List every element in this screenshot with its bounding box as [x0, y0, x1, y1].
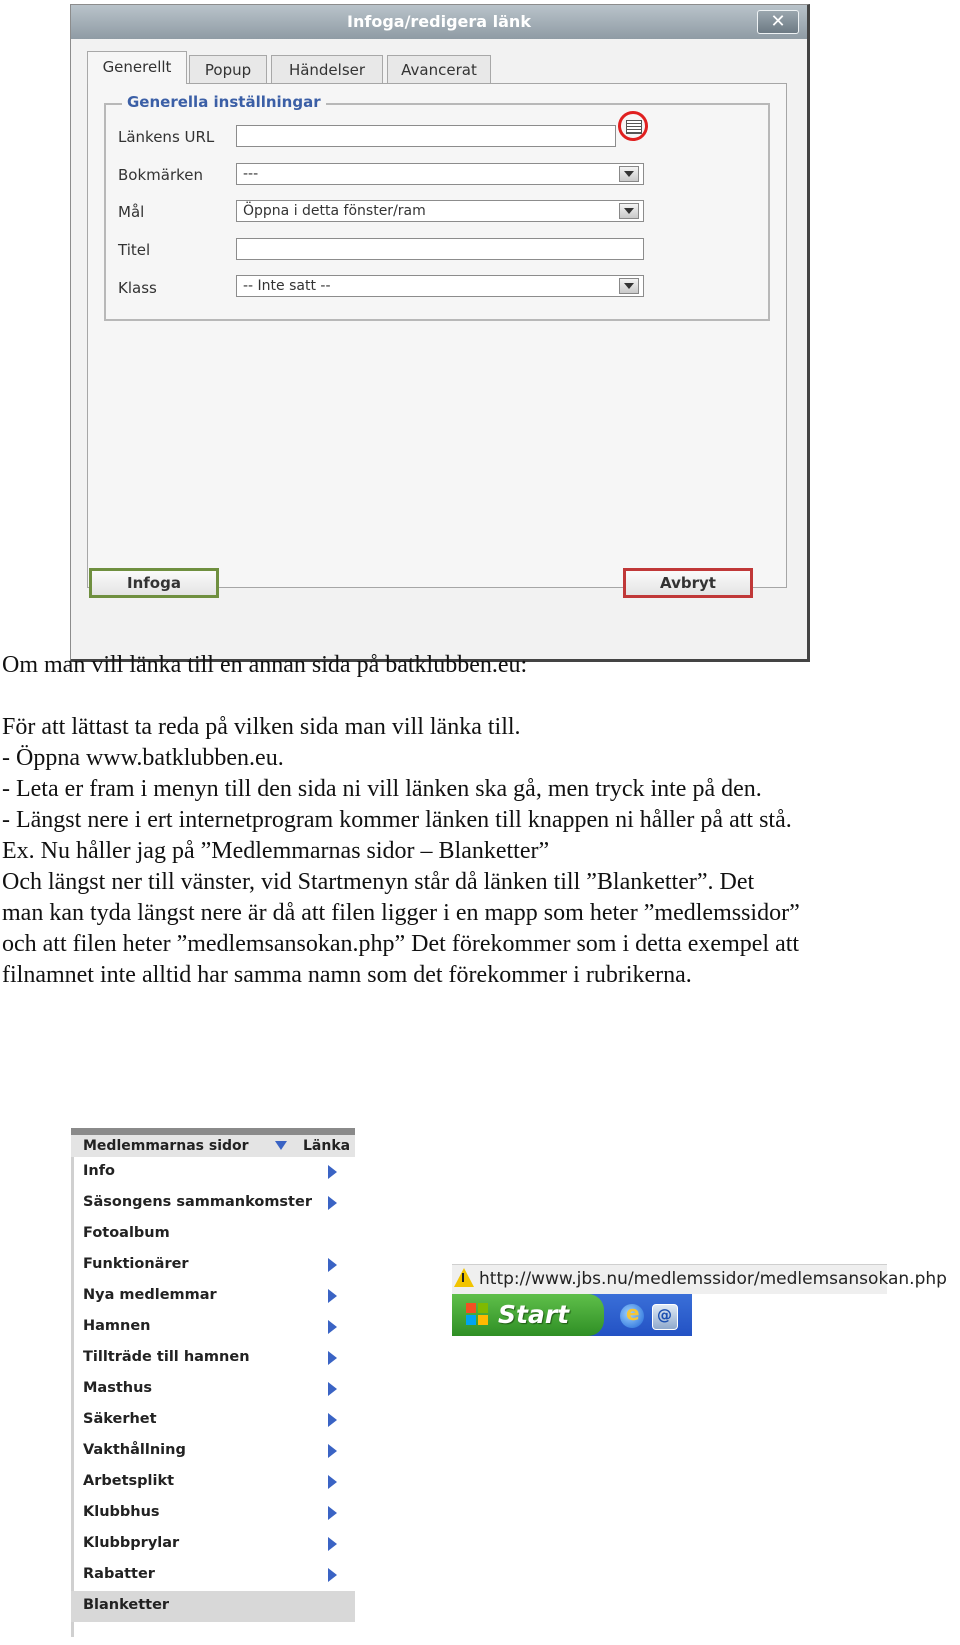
- menu-item[interactable]: [71, 1498, 355, 1529]
- class-value: -- Inte satt --: [243, 278, 331, 294]
- menu-item-label: Säkerhet: [83, 1411, 157, 1427]
- menu-item[interactable]: [71, 1250, 355, 1281]
- submenu-arrow-icon: [328, 1289, 337, 1303]
- menu-item[interactable]: [71, 1188, 355, 1219]
- instruction-line: Ex. Nu håller jag på ”Medlemmarnas sidor – Blanketter”: [2, 838, 550, 864]
- menu-item[interactable]: [71, 1591, 355, 1622]
- instruction-line: För att lättast ta reda på vilken sida man vill länka till.: [2, 714, 521, 740]
- menu-item-label: Tillträde till hamnen: [83, 1349, 250, 1365]
- browse-icon: [626, 120, 642, 134]
- menu-item-label: Arbetsplikt: [83, 1473, 175, 1489]
- instruction-line: - Leta er fram i menyn till den sida ni vill länken ska gå, men tryck inte på den.: [2, 776, 762, 802]
- bookmarks-label: Bokmärken: [118, 166, 204, 184]
- menu-item[interactable]: [71, 1219, 355, 1250]
- class-select[interactable]: [236, 275, 644, 297]
- menu-item[interactable]: [71, 1312, 355, 1343]
- menu-header[interactable]: [71, 1135, 355, 1157]
- menu-item-label: Funktionärer: [83, 1256, 189, 1272]
- menu-item[interactable]: [71, 1157, 355, 1188]
- triangle-down-icon: [275, 1141, 287, 1150]
- url-input[interactable]: [236, 125, 616, 147]
- submenu-arrow-icon: [328, 1258, 337, 1272]
- menu-item-label: Klubbprylar: [83, 1535, 180, 1551]
- submenu-arrow-icon: [328, 1537, 337, 1551]
- menu-item[interactable]: [71, 1529, 355, 1560]
- menu-item-label: Info: [83, 1163, 115, 1179]
- internet-explorer-icon[interactable]: [620, 1304, 644, 1328]
- submenu-arrow-icon: [328, 1413, 337, 1427]
- instruction-line: - Öppna www.batklubben.eu.: [2, 745, 284, 771]
- submenu-arrow-icon: [328, 1382, 337, 1396]
- start-label: Start: [498, 1300, 570, 1329]
- status-bar: [452, 1264, 947, 1294]
- title-label: Titel: [118, 241, 151, 259]
- target-select[interactable]: [236, 200, 644, 222]
- submenu-arrow-icon: [328, 1568, 337, 1582]
- menu-item[interactable]: [71, 1560, 355, 1591]
- instructions: [2, 650, 958, 991]
- instructions-heading: Om man vill länka till en annan sida på batklubben.eu:: [2, 652, 528, 678]
- chevron-down-icon[interactable]: [619, 166, 639, 182]
- close-button[interactable]: ✕: [757, 10, 799, 34]
- target-label: Mål: [118, 203, 145, 221]
- instruction-line: - Längst nere i ert internetprogram kommer länken till knappen ni håller på att stå.: [2, 807, 792, 833]
- status-url: http://www.jbs.nu/medlemssidor/medlemsansokan.php: [479, 1269, 947, 1289]
- menu-item-label: Blanketter: [83, 1597, 170, 1613]
- menu-item[interactable]: [71, 1281, 355, 1312]
- target-value: Öppna i detta fönster/ram: [243, 203, 426, 219]
- menu-item-label: Masthus: [83, 1380, 153, 1396]
- link-dialog: [70, 4, 810, 662]
- instruction-line: filnamnet inte alltid har samma namn som det förekommer i rubrikerna.: [2, 962, 692, 988]
- class-label: Klass: [118, 279, 157, 297]
- cancel-button[interactable]: Avbryt: [623, 568, 753, 598]
- submenu-arrow-icon: [328, 1320, 337, 1334]
- menu-item-label: Klubbhus: [83, 1504, 160, 1520]
- chevron-down-icon[interactable]: [619, 278, 639, 294]
- menu-item-label: Fotoalbum: [83, 1225, 170, 1241]
- general-settings-group: [104, 93, 770, 321]
- submenu-arrow-icon: [328, 1165, 337, 1179]
- menu-item[interactable]: [71, 1374, 355, 1405]
- submenu-arrow-icon: [328, 1196, 337, 1210]
- bookmarks-value: ---: [243, 166, 259, 182]
- tab-handelser[interactable]: Händelser: [271, 55, 383, 83]
- outlook-express-icon[interactable]: [652, 1304, 678, 1330]
- submenu-arrow-icon: [328, 1351, 337, 1365]
- dialog-title: Infoga/redigera länk: [71, 5, 807, 39]
- title-input[interactable]: [236, 238, 644, 260]
- submenu-arrow-icon: [328, 1475, 337, 1489]
- instruction-line: och att filen heter ”medlemsansokan.php” Det förekommer som i detta exempel att: [2, 931, 800, 957]
- url-label: Länkens URL: [118, 128, 215, 146]
- menu-item-label: Vakthållning: [83, 1442, 186, 1458]
- instruction-line: man kan tyda längst nere är då att filen ligger i en mapp som heter ”medlemssidor”: [2, 900, 800, 926]
- site-menu: [71, 1128, 355, 1636]
- menu-header-label: Medlemmarnas sidor: [83, 1138, 249, 1154]
- start-button[interactable]: [452, 1294, 604, 1336]
- menu-item-label: Nya medlemmar: [83, 1287, 217, 1303]
- instruction-line: Och längst ner till vänster, vid Startmenyn står då länken till ”Blanketter”. Det: [2, 869, 755, 895]
- menu-item-label: Hamnen: [83, 1318, 151, 1334]
- menu-item[interactable]: [71, 1436, 355, 1467]
- taskbar: [452, 1294, 692, 1336]
- menu-item[interactable]: [71, 1405, 355, 1436]
- group-legend: Generella inställningar: [122, 93, 326, 111]
- windows-flag-icon: [466, 1303, 488, 1325]
- tab-avancerat[interactable]: Avancerat: [387, 55, 491, 83]
- chevron-down-icon[interactable]: [619, 203, 639, 219]
- tab-generellt[interactable]: Generellt: [87, 51, 187, 84]
- warning-icon: [454, 1268, 474, 1287]
- menu-item[interactable]: [71, 1343, 355, 1374]
- menu-item[interactable]: [71, 1467, 355, 1498]
- browse-highlight[interactable]: [618, 111, 648, 141]
- tab-panel: [87, 83, 787, 588]
- menu-item-label: Säsongens sammankomster: [83, 1194, 312, 1210]
- menu-item-label: Rabatter: [83, 1566, 155, 1582]
- menu-header-next[interactable]: Länka: [303, 1138, 351, 1154]
- submenu-arrow-icon: [328, 1444, 337, 1458]
- insert-button[interactable]: Infoga: [89, 568, 219, 598]
- submenu-arrow-icon: [328, 1506, 337, 1520]
- bookmarks-select[interactable]: [236, 163, 644, 185]
- menu-list: [71, 1157, 355, 1622]
- tab-popup[interactable]: Popup: [189, 55, 267, 83]
